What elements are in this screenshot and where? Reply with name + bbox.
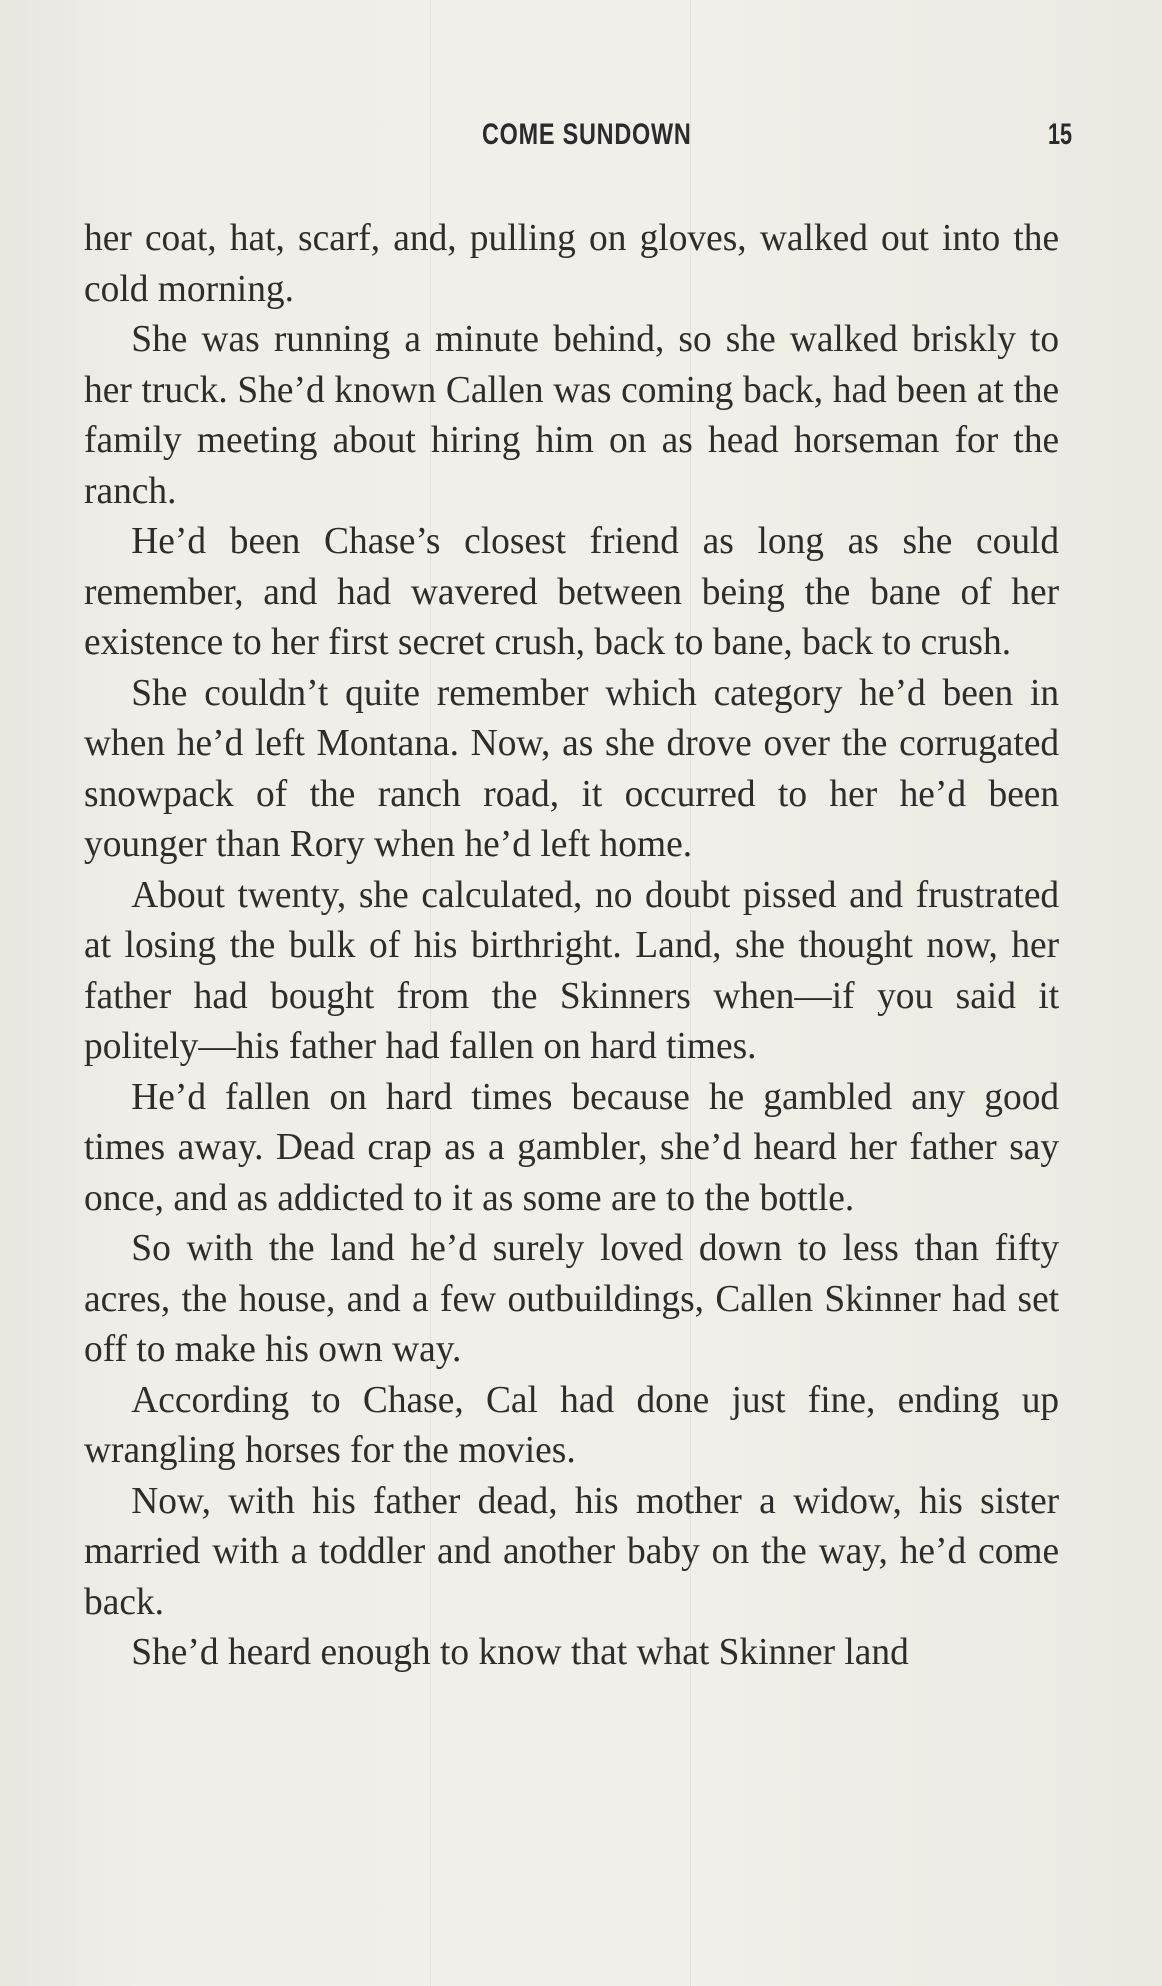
paragraph: About twenty, she calculated, no doubt pissed and frustrated at losing the bulk of his birthright. Land, she thought now, her father had bought from the Skinners when—if you said it politely—his father had fallen on hard times. [84,873,1060,1067]
paragraph: According to Chase, Cal had done just fine, ending up wrangling horses for the movies. [84,1378,1060,1471]
paragraph: She couldn’t quite remember which category he’d been in when he’d left Montana. Now, as she drove over the corrugated snowpack of the ranch road, it occurred to her he’d been younger than Rory when he’d left home. [84,671,1060,865]
paragraph: She was running a minute behind, so she walked briskly to her truck. She’d known Callen was coming back, had been at the family meeting about hiring him on as head horseman for the ranch. [84,318,1060,512]
running-header [0,118,1162,158]
running-title: COME SUNDOWN [482,118,692,151]
page-number: 15 [1048,118,1073,151]
paragraph: Now, with his father dead, his mother a widow, his sister married with a toddler and another baby on the way, he’d come back. [84,1479,1060,1623]
paragraph: So with the land he’d surely loved down to less than fifty acres, the house, and a few outbuildings, Callen Skinner had set off to make his own way. [84,1227,1060,1370]
paragraph: her coat, hat, scarf, and, pulling on gloves, walked out into the cold morning. [84,217,1060,310]
paragraph: She’d heard enough to know that what Skinner land [131,1631,909,1673]
paragraph: He’d fallen on hard times because he gambled any good times away. Dead crap as a gambler, she’d heard her father say once, and as addicted to it as some are to the bottle. [84,1075,1060,1219]
paragraph: He’d been Chase’s closest friend as long as she could remember, and had wavered between being the bane of her existence to her first secret crush, back to bane, back to crush. [84,520,1060,663]
body-text [84,213,1074,1678]
